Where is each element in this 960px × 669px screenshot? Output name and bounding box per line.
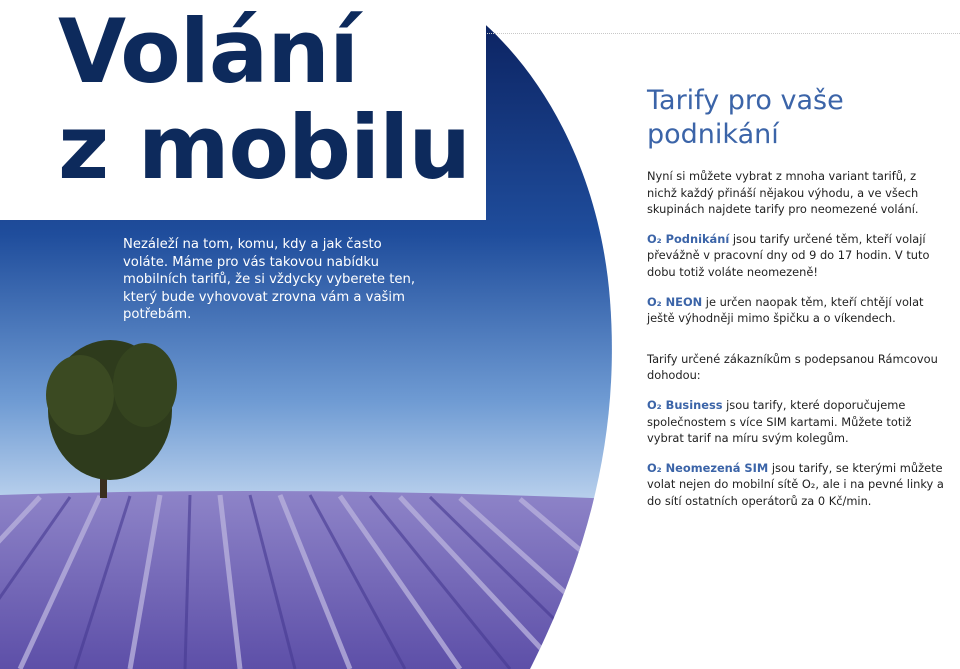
- podnikani-text: jsou tarify určené těm, kteří volají převážně v pracovní dny od 9 do 17 hodin. V tuto dobu totiž voláte neomezeně!: [647, 231, 930, 279]
- heading-line-1: Tarify pro vaše: [647, 85, 844, 116]
- neon-name: O₂ NEON: [647, 294, 703, 309]
- heading-line-2: podnikání: [647, 119, 779, 150]
- dotted-rule: [487, 33, 960, 34]
- sim-text: jsou tarify, se kterými můžete volat nejen do mobilní sítě O₂, ale i na pevné linky a do sítí ostatních operátorů za 0 Kč/min.: [647, 460, 944, 508]
- sim-name: O₂ Neomezená SIM: [647, 460, 769, 475]
- intro-paragraph: Nyní si můžete vybrat z mnoha variant tarifů, z nichž každý přináší nějakou výhodu, a ve všech skupinách najdete tarify pro neomezené volání.: [647, 169, 919, 217]
- podnikani-paragraph: [647, 231, 947, 281]
- business-paragraph: [647, 397, 947, 447]
- intro-text: Nezáleží na tom, komu, kdy a jak často voláte. Máme pro vás takovou nabídku mobilních tarifů, že si vždycky vyberete ten, který bude vyhovovat zrovna vám a vašim potřebám.: [123, 237, 416, 322]
- neon-paragraph: [647, 294, 947, 327]
- neon-text: je určen naopak těm, kteří chtějí volat ještě výhodněji mimo špičku a o víkendech.: [647, 294, 924, 326]
- business-text: jsou tarify, které doporučujeme společnostem s více SIM kartami. Můžete totiž vybrat tarif na míru svým kolegům.: [647, 397, 912, 446]
- tariffs-column: [647, 84, 947, 523]
- podnikani-name: O₂ Podnikání: [647, 231, 730, 246]
- section-heading: [647, 84, 947, 152]
- title-line-2: z mobilu: [58, 96, 470, 199]
- framework-paragraph: Tarify určené zákazníkům s podepsanou Rámcovou dohodou:: [647, 351, 938, 383]
- business-name: O₂ Business: [647, 397, 723, 412]
- title-line-1: Volání: [58, 0, 359, 103]
- page-title: [58, 0, 470, 199]
- sim-paragraph: [647, 460, 947, 510]
